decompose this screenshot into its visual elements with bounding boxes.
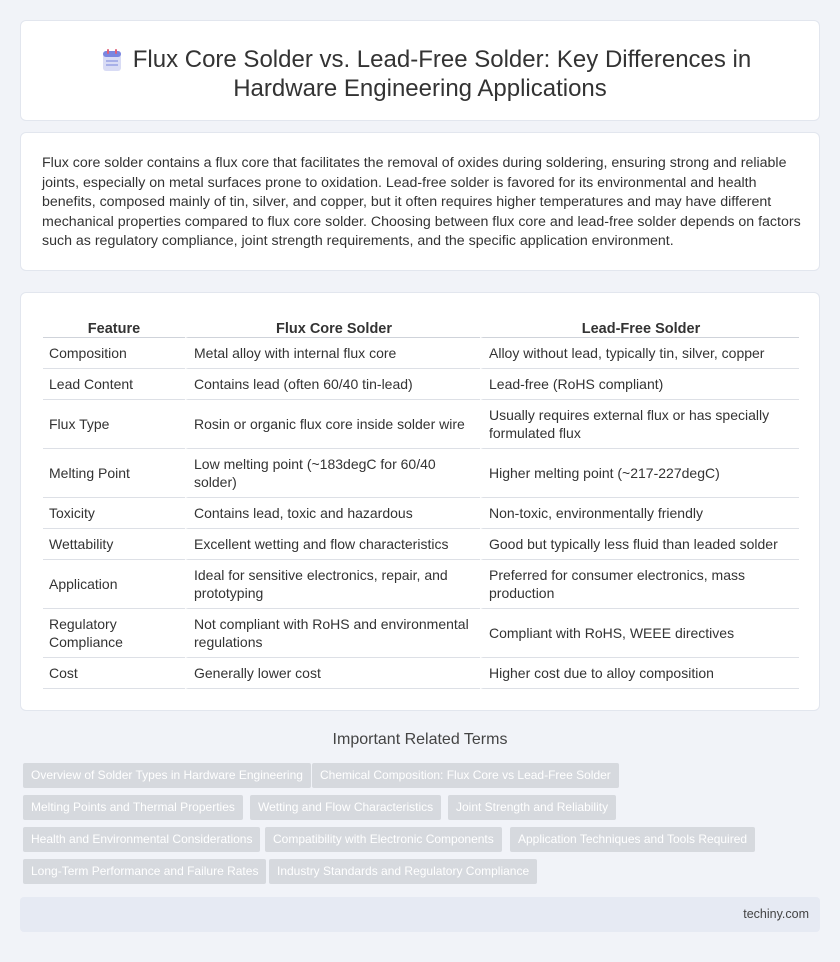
flux-core-cell: Generally lower cost <box>185 658 480 689</box>
footer <box>20 897 820 932</box>
table-row <box>43 609 799 658</box>
header-lead-free: Lead-Free Solder <box>480 317 799 338</box>
flux-core-cell: Rosin or organic flux core inside solder wire <box>185 400 480 449</box>
feature-cell: Toxicity <box>43 498 185 529</box>
summary-card <box>20 132 820 271</box>
feature-cell: Melting Point <box>43 449 185 498</box>
lead-free-cell: Preferred for consumer electronics, mass production <box>480 560 799 609</box>
table-row <box>43 338 799 369</box>
lead-free-cell: Alloy without lead, typically tin, silver, copper <box>480 338 799 369</box>
feature-cell: Cost <box>43 658 185 689</box>
comparison-table-card <box>20 292 820 711</box>
related-tag[interactable]: Melting Points and Thermal Properties <box>23 795 243 820</box>
lead-free-cell: Lead-free (RoHS compliant) <box>480 369 799 400</box>
related-tag[interactable]: Joint Strength and Reliability <box>448 795 616 820</box>
related-tag[interactable]: Wetting and Flow Characteristics <box>250 795 441 820</box>
related-terms-heading: Important Related Terms <box>332 731 508 748</box>
feature-cell: Wettability <box>43 529 185 560</box>
flux-core-cell: Not compliant with RoHS and environmental regulations <box>185 609 480 658</box>
header-card <box>20 20 820 121</box>
table-row <box>43 560 799 609</box>
table-row <box>43 400 799 449</box>
lead-free-cell: Higher melting point (~217-227degC) <box>480 449 799 498</box>
flux-core-cell: Excellent wetting and flow characteristics <box>185 529 480 560</box>
related-tag[interactable]: Chemical Composition: Flux Core vs Lead-Free Solder <box>312 763 619 788</box>
flux-core-cell: Low melting point (~183degC for 60/40 solder) <box>185 449 480 498</box>
lead-free-cell: Good but typically less fluid than leaded solder <box>480 529 799 560</box>
feature-cell: Regulatory Compliance <box>43 609 185 658</box>
summary-text: Flux core solder contains a flux core that facilitates the removal of oxides during soldering, ensuring strong and reliable joints, especially on metal surfaces prone to oxidation. Lead-free solder is favored for its environmental and health benefits, composed mainly of tin, silver, and copper, but it often requires higher temperatures and may have different mechanical properties compared to flux core solder. Choosing between flux core and lead-free solder depends on factors such as regulatory compliance, joint strength requirements, and the specific application environment. <box>42 155 801 249</box>
footer-site[interactable]: techiny.com <box>743 907 809 921</box>
table-row <box>43 449 799 498</box>
table-row <box>43 529 799 560</box>
flux-core-cell: Contains lead, toxic and hazardous <box>185 498 480 529</box>
feature-cell: Application <box>43 560 185 609</box>
related-tag[interactable]: Compatibility with Electronic Components <box>265 827 502 852</box>
page-title <box>21 45 819 103</box>
header-feature: Feature <box>43 317 185 338</box>
related-tag[interactable]: Overview of Solder Types in Hardware Engineering <box>23 763 311 788</box>
flux-core-cell: Ideal for sensitive electronics, repair, and prototyping <box>185 560 480 609</box>
title-line-1: Flux Core Solder vs. Lead-Free Solder: Key Differences in <box>132 46 752 73</box>
lead-free-cell: Higher cost due to alloy composition <box>480 658 799 689</box>
related-tag[interactable]: Industry Standards and Regulatory Compliance <box>269 859 537 884</box>
related-tag[interactable]: Application Techniques and Tools Required <box>510 827 755 852</box>
table-header-row <box>43 317 799 338</box>
title-wrap <box>21 45 819 103</box>
flux-core-cell: Contains lead (often 60/40 tin-lead) <box>185 369 480 400</box>
table-row <box>43 658 799 689</box>
title-line-2: Hardware Engineering Applications <box>233 75 607 102</box>
table-row <box>43 369 799 400</box>
comparison-table <box>43 317 799 689</box>
feature-cell: Composition <box>43 338 185 369</box>
feature-cell: Lead Content <box>43 369 185 400</box>
document-icon <box>101 49 123 73</box>
lead-free-cell: Compliant with RoHS, WEEE directives <box>480 609 799 658</box>
lead-free-cell: Non-toxic, environmentally friendly <box>480 498 799 529</box>
related-tag[interactable]: Long-Term Performance and Failure Rates <box>23 859 266 884</box>
header-flux-core: Flux Core Solder <box>185 317 480 338</box>
flux-core-cell: Metal alloy with internal flux core <box>185 338 480 369</box>
related-tag[interactable]: Health and Environmental Considerations <box>23 827 260 852</box>
feature-cell: Flux Type <box>43 400 185 449</box>
lead-free-cell: Usually requires external flux or has specially formulated flux <box>480 400 799 449</box>
table-row <box>43 498 799 529</box>
